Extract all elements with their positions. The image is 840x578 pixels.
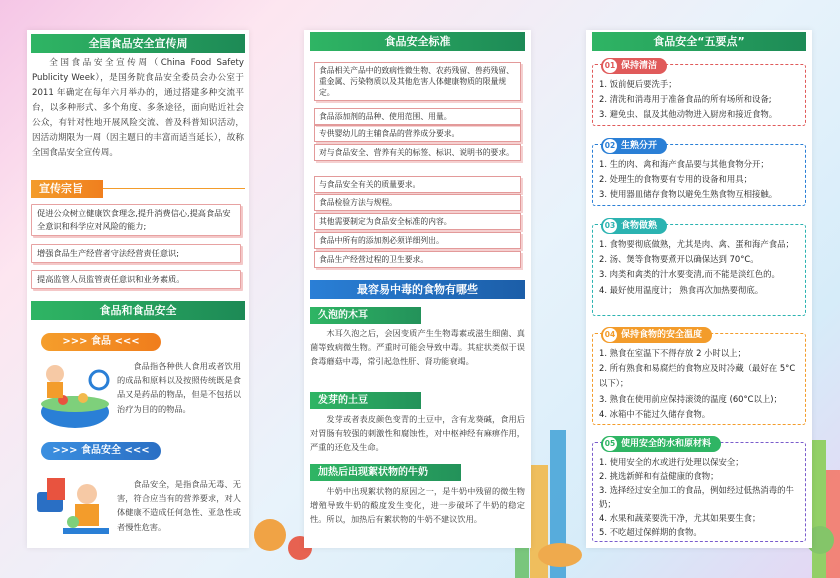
point-line: 3. 使用器皿储存食物以避免生熟食物互相接触。 xyxy=(599,189,778,200)
point-line: 4. 最好使用温度计； 熟食再次加热要彻底。 xyxy=(599,284,764,295)
man-eating-illustration xyxy=(33,472,115,546)
food-definition: 食品指各种供人食用或者饮用的成品和原料以及按照传统既是食品又是药品的物品，但是不包括以治疗为目的的物品。 xyxy=(117,361,241,414)
point-number: 05 xyxy=(603,437,617,451)
point-header xyxy=(601,58,667,74)
item-text: 发芽或者表皮颜色变青的土豆中，含有龙葵碱，食用后对胃肠有较强的刺激性和腐蚀性，对中枢神经有麻痹作用，严重的还危及生命。 xyxy=(310,414,525,453)
section-title: 食品和食品安全 xyxy=(31,301,245,320)
standard-item: 专供婴幼儿的主辅食品的营养成分要求。 xyxy=(314,125,521,142)
food-pill: >>> 食品 <<< xyxy=(41,333,161,351)
point-line: 3. 熟食在使用前应保持滚烫的温度 (60°C以上)； xyxy=(599,393,782,404)
point-line: 1. 食物要彻底做熟，尤其是肉、禽、蛋和海产食品； xyxy=(599,239,794,249)
point-box-02 xyxy=(592,141,806,206)
point-number: 04 xyxy=(603,328,617,342)
chef-bowl-illustration xyxy=(33,360,115,434)
point-name: 食物做熟 xyxy=(621,221,658,231)
point-number: 03 xyxy=(603,219,617,233)
point-name: 保持清洁 xyxy=(621,61,658,71)
standard-item: 与食品安全有关的质量要求。 xyxy=(314,176,521,193)
point-body xyxy=(599,77,801,123)
point-name: 使用安全的水和原材料 xyxy=(621,439,712,449)
intro-paragraph: 全国食品安全宣传周（China Food Safety Publicity Week），是国务院食品安全委员会办公室于2011 年确定在每年六月举办的，通过搭建多种交流平台，以多种形式、多个角度、多条途径，面向贴近社会公众，有针对性地开展风险交流、普及科普知识活动，因活动期限为一周（因主题日的丰富而适当延长），故称全国食品安全宣传周。 xyxy=(32,58,244,158)
standard-item: 食品相关产品中的致病性微生物、农药残留、兽药残留、重金属、污染物质以及其他危害人体健康物质的限量规定。 xyxy=(314,62,521,101)
standard-item: 食品添加剂的品种、使用范围、用量。 xyxy=(314,108,521,125)
point-body xyxy=(599,157,801,203)
point-line: 1. 使用安全的水或进行处理以保安全； xyxy=(599,457,744,467)
point-line: 4. 水果和蔬菜要洗干净，尤其如果要生食； xyxy=(599,513,761,523)
point-line: 2. 清洗和消毒用于准备食品的所有场所和设备; xyxy=(599,94,772,105)
point-header xyxy=(601,436,721,452)
point-name: 保持食物的安全温度 xyxy=(621,330,703,340)
point-line: 1. 饭前便后要洗手； xyxy=(599,79,677,89)
point-box-05 xyxy=(592,439,806,542)
point-number: 01 xyxy=(603,59,617,73)
standard-item: 其他需要制定为食品安全标准的内容。 xyxy=(314,213,521,230)
point-body xyxy=(599,346,801,422)
poison-food-title: 最容易中毒的食物有哪些 xyxy=(310,280,525,299)
standard-item: 食品中所有的添加剂必须详细列出。 xyxy=(314,232,521,249)
item-text: 牛奶中出现絮状物的原因之一，是牛奶中残留的微生物增殖导致牛奶的酸度发生变化，进一步破坏了牛奶的稳定性。所以，加热后有絮状物的牛奶不建议饮用。 xyxy=(310,486,525,525)
point-line: 2. 处理生的食物要有专用的设备和用具； xyxy=(599,174,753,185)
point-line: 2. 挑选新鲜和有益健康的食物； xyxy=(599,471,719,481)
standard-item: 对与食品安全、营养有关的标签、标识、说明书的要求。 xyxy=(314,144,521,161)
point-line: 4. 冰箱中不能过久储存食物。 xyxy=(599,408,711,419)
panel-food-safety-week xyxy=(27,30,249,548)
purpose-item: 促进公众树立健康饮食理念,提升消费信心,提高食品安全意识和科学应对风险的能力; xyxy=(31,204,241,236)
section-title: 食品安全“五要点” xyxy=(592,32,806,51)
point-line: 1. 生的肉、禽和海产食品要与其他食物分开； xyxy=(599,159,769,169)
section-title: 全国食品安全宣传周 xyxy=(31,34,245,53)
item-title: 发芽的土豆 xyxy=(310,392,421,409)
purpose-item: 提高监管人员监管责任意识和业务素质。 xyxy=(31,270,241,289)
food-safety-pill: >>> 食品安全 <<< xyxy=(41,442,161,460)
point-body xyxy=(599,455,801,539)
point-header xyxy=(601,218,667,234)
point-box-04 xyxy=(592,330,806,425)
point-header xyxy=(601,138,667,154)
standard-item: 食品检验方法与规程。 xyxy=(314,194,521,211)
point-body xyxy=(599,237,801,298)
point-line: 2. 所有熟食和易腐烂的食物应及时冷藏（最好在 5°C以下）； xyxy=(599,363,796,389)
point-line: 5. 不吃超过保鲜期的食物。 xyxy=(599,527,702,537)
point-box-01 xyxy=(592,61,806,126)
section-title: 食品安全标准 xyxy=(310,32,525,51)
purpose-title: 宣传宗旨 xyxy=(31,180,103,198)
point-number: 02 xyxy=(603,139,617,153)
item-title: 久泡的木耳 xyxy=(310,307,421,324)
point-box-03 xyxy=(592,221,806,316)
point-line: 3. 避免虫、鼠及其他动物进入厨房和接近食物。 xyxy=(599,109,778,120)
food-safety-definition: 食品安全，是指食品无毒、无害，符合应当有的营养要求，对人体健康不造成任何急性、亚急性或者慢性危害。 xyxy=(117,479,241,532)
point-line: 2. 汤、煲等食物要煮开以确保达到 70°C。 xyxy=(599,254,759,265)
divider xyxy=(103,188,245,189)
point-name: 生熟分开 xyxy=(621,141,658,151)
panel-food-safety-standards xyxy=(304,30,531,548)
point-line: 3. 肉类和禽类的汁水要变清,而不能是淡红色的。 xyxy=(599,269,780,280)
panel-five-key-points xyxy=(586,30,812,548)
item-title: 加热后出现絮状物的牛奶 xyxy=(310,464,461,481)
item-text: 木耳久泡之后，会因变质产生生物毒素或滋生细菌、真菌等致病微生物。严重时可能会导致中毒。其症状类似于误食毒蘑菇中毒，常引起急性肝、肾功能衰竭。 xyxy=(310,328,525,367)
point-line: 1. 熟食在室温下不得存放 2 小时以上； xyxy=(599,348,746,358)
point-header xyxy=(601,327,712,343)
standard-item: 食品生产经营过程的卫生要求。 xyxy=(314,251,521,268)
point-line: 3. 选择经过安全加工的食品，例如经过低热消毒的牛奶； xyxy=(599,485,794,509)
purpose-item: 增强食品生产经营者守法经营责任意识; xyxy=(31,244,241,263)
